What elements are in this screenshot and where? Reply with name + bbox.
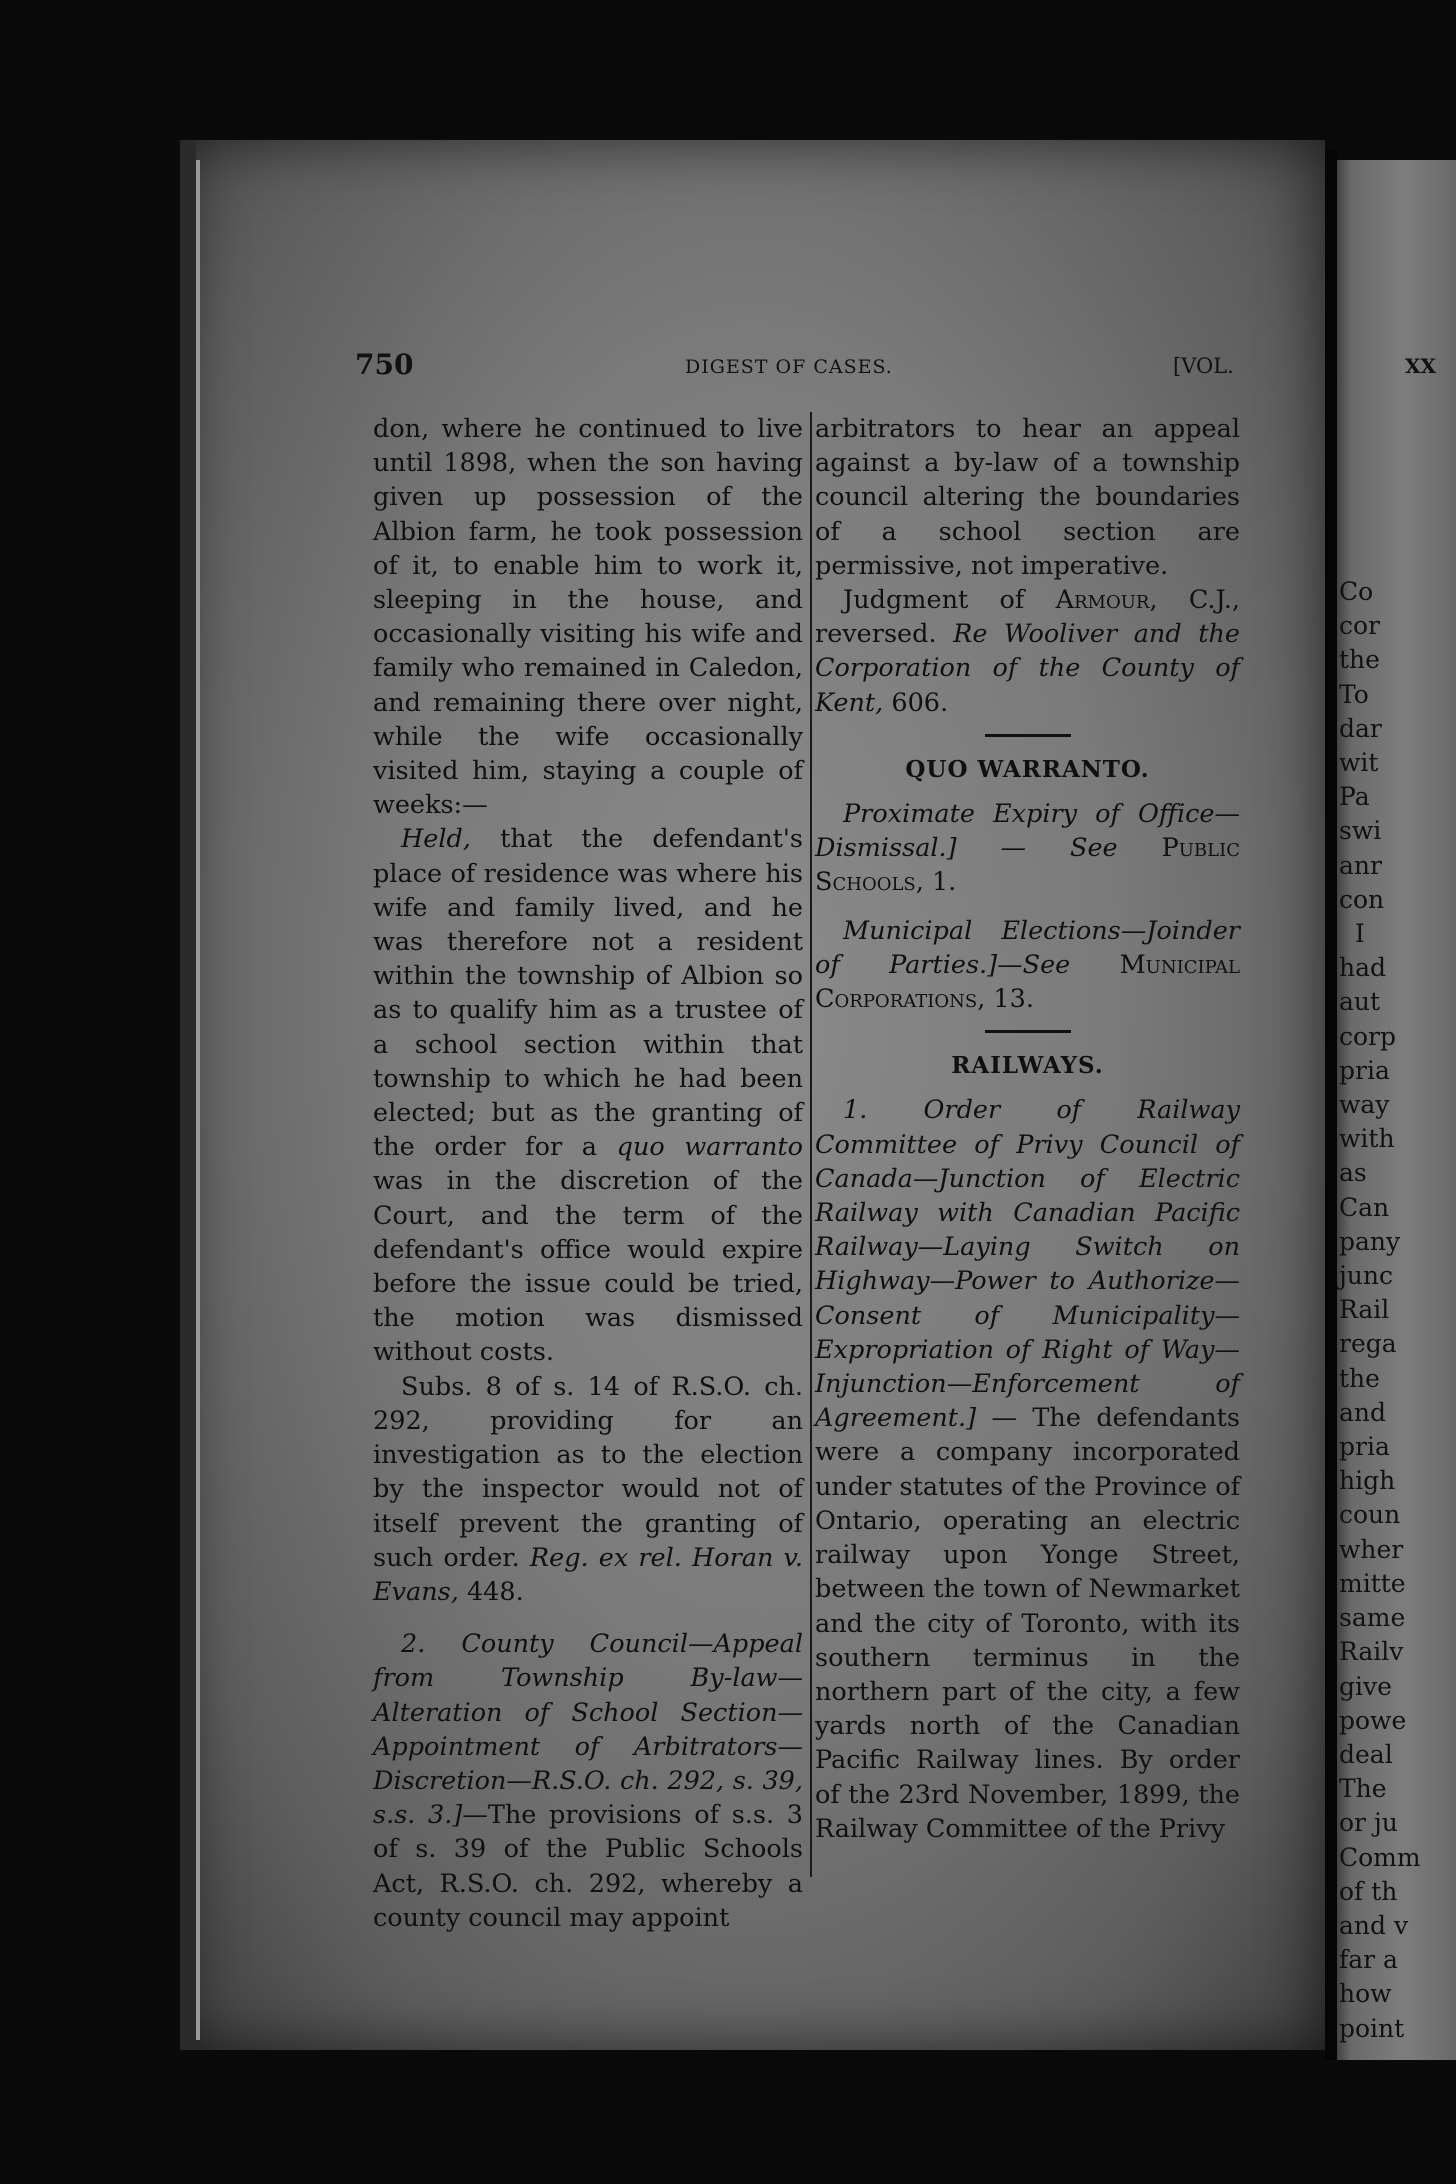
left-column (373, 412, 803, 1935)
case-headnote: 2. County Council—Appeal from Township By-law—Alteration of School Section—Appointment of Arbitrators—Discretion—R.S.O. ch. 292, s. 39, s.s. 3.] (373, 1629, 803, 1831)
running-header (355, 348, 1285, 388)
section-heading: QUO WARRANTO. (905, 755, 1150, 783)
next-page-fragment (1325, 160, 1456, 2060)
cross-reference: Proximate Expiry of Office—Dismissal.] — See Public Schools, 1. (815, 799, 1240, 898)
paragraph: 1. Order of Railway Committee of Privy Council of Canada—Junction of Electric Railway with Canadian Pacific Railway—Laying Switch on Highway—Power to Authorize—Consent of Municipality—Expropriation of Right of Way—Injunction—Enforcement of Agreement.] — The defendants were a company incorporated under statutes of the Province of Ontario, operating an electric railway upon Yonge Street, between the town of Newmarket and the city of Toronto, with its southern terminus in the northern part of the city, a few yards north of the Canadian Pacific Railway lines. By order of the 23rd November, 1899, the Railway Committee of the Privy (815, 1095, 1241, 1844)
paragraph: don, where he continued to live until 1898, when the son having given up possession of the Albion farm, he took possession of it, to enable him to work it, sleeping in the house, and occasionally visiting his wife and family who remained in Caledon, and remaining there over night, while the wife occasionally visited him, staying a couple of weeks:— (373, 414, 803, 821)
next-page-header: XX (1405, 354, 1437, 378)
next-page-text: Co cor the To dar wit Pa swi anr con I had aut corp pria way with as Can pany junc Rail rega the and pria high coun wher mitte same Railv give powe deal The or ju Comm of th and v far a how point (1339, 577, 1421, 2043)
book-gutter (1325, 150, 1337, 2060)
held-label: Held, (401, 824, 471, 855)
spacer (373, 1609, 803, 1627)
case-headnote: 1. Order of Railway Committee of Privy Council of Canada—Junction of Electric Railway with Canadian Pacific Railway—Laying Switch on Highway—Power to Authorize—Consent of Municipality—Expropriation of Right of Way—Injunction—Enforcement of Agreement.] (815, 1095, 1240, 1434)
volume-marker: [VOL. (1173, 354, 1234, 378)
column-rule (810, 412, 812, 1877)
page-edge (180, 140, 196, 2050)
section-heading: RAILWAYS. (951, 1052, 1104, 1080)
case-citation: Re Wooliver and the Corporation of the County of Kent, (815, 619, 1240, 718)
running-title: DIGEST OF CASES. (685, 356, 893, 378)
paragraph: 2. County Council—Appeal from Township By-law—Alteration of School Section—Appointment of Arbitrators—Discretion—R.S.O. ch. 292, s. 39, s.s. 3.]—The provisions of s.s. 3 of s. 39 of the Public Schools Act, R.S.O. ch. 292, whereby a county council may appoint (373, 1629, 803, 1933)
page-number: 750 (355, 348, 414, 381)
right-column (815, 412, 1240, 1846)
cross-reference: Municipal Elections—Joinder of Parties.]—See Municipal Corporations, 13. (815, 915, 1240, 1015)
paragraph: Subs. 8 of s. 14 of R.S.O. ch. 292, providing for an investigation as to the election by the inspector would not of itself prevent the granting of such order. Reg. ex rel. Horan v. Evans, 448. (373, 1371, 803, 1607)
judge-name: Armour (1055, 585, 1150, 616)
paragraph: arbitrators to hear an appeal against a by-law of a township council altering the boundaries of a school section are permissive, not imperative. (815, 414, 1240, 581)
paragraph: Held, that the defendant's place of residence was where his wife and family lived, and he was therefore not a resident within the township of Albion so as to qualify him as a trustee of a school section within that township to which he had been elected; but as the granting of the order for a quo warranto was in the discretion of the Court, and the term of the defendant's office would expire before the issue could be tried, the motion was dismissed without costs. (373, 824, 804, 1368)
case-citation: Reg. ex rel. Horan v. Evans, (373, 1542, 803, 1607)
section-divider (985, 734, 1071, 737)
paragraph: Judgment of Armour, C.J., reversed. Re Wooliver and the Corporation of the County of Kent, 606. (815, 585, 1240, 718)
page-edge-highlight (196, 160, 200, 2040)
section-divider (985, 1030, 1071, 1033)
quo-warranto-term: quo warranto (616, 1132, 804, 1163)
